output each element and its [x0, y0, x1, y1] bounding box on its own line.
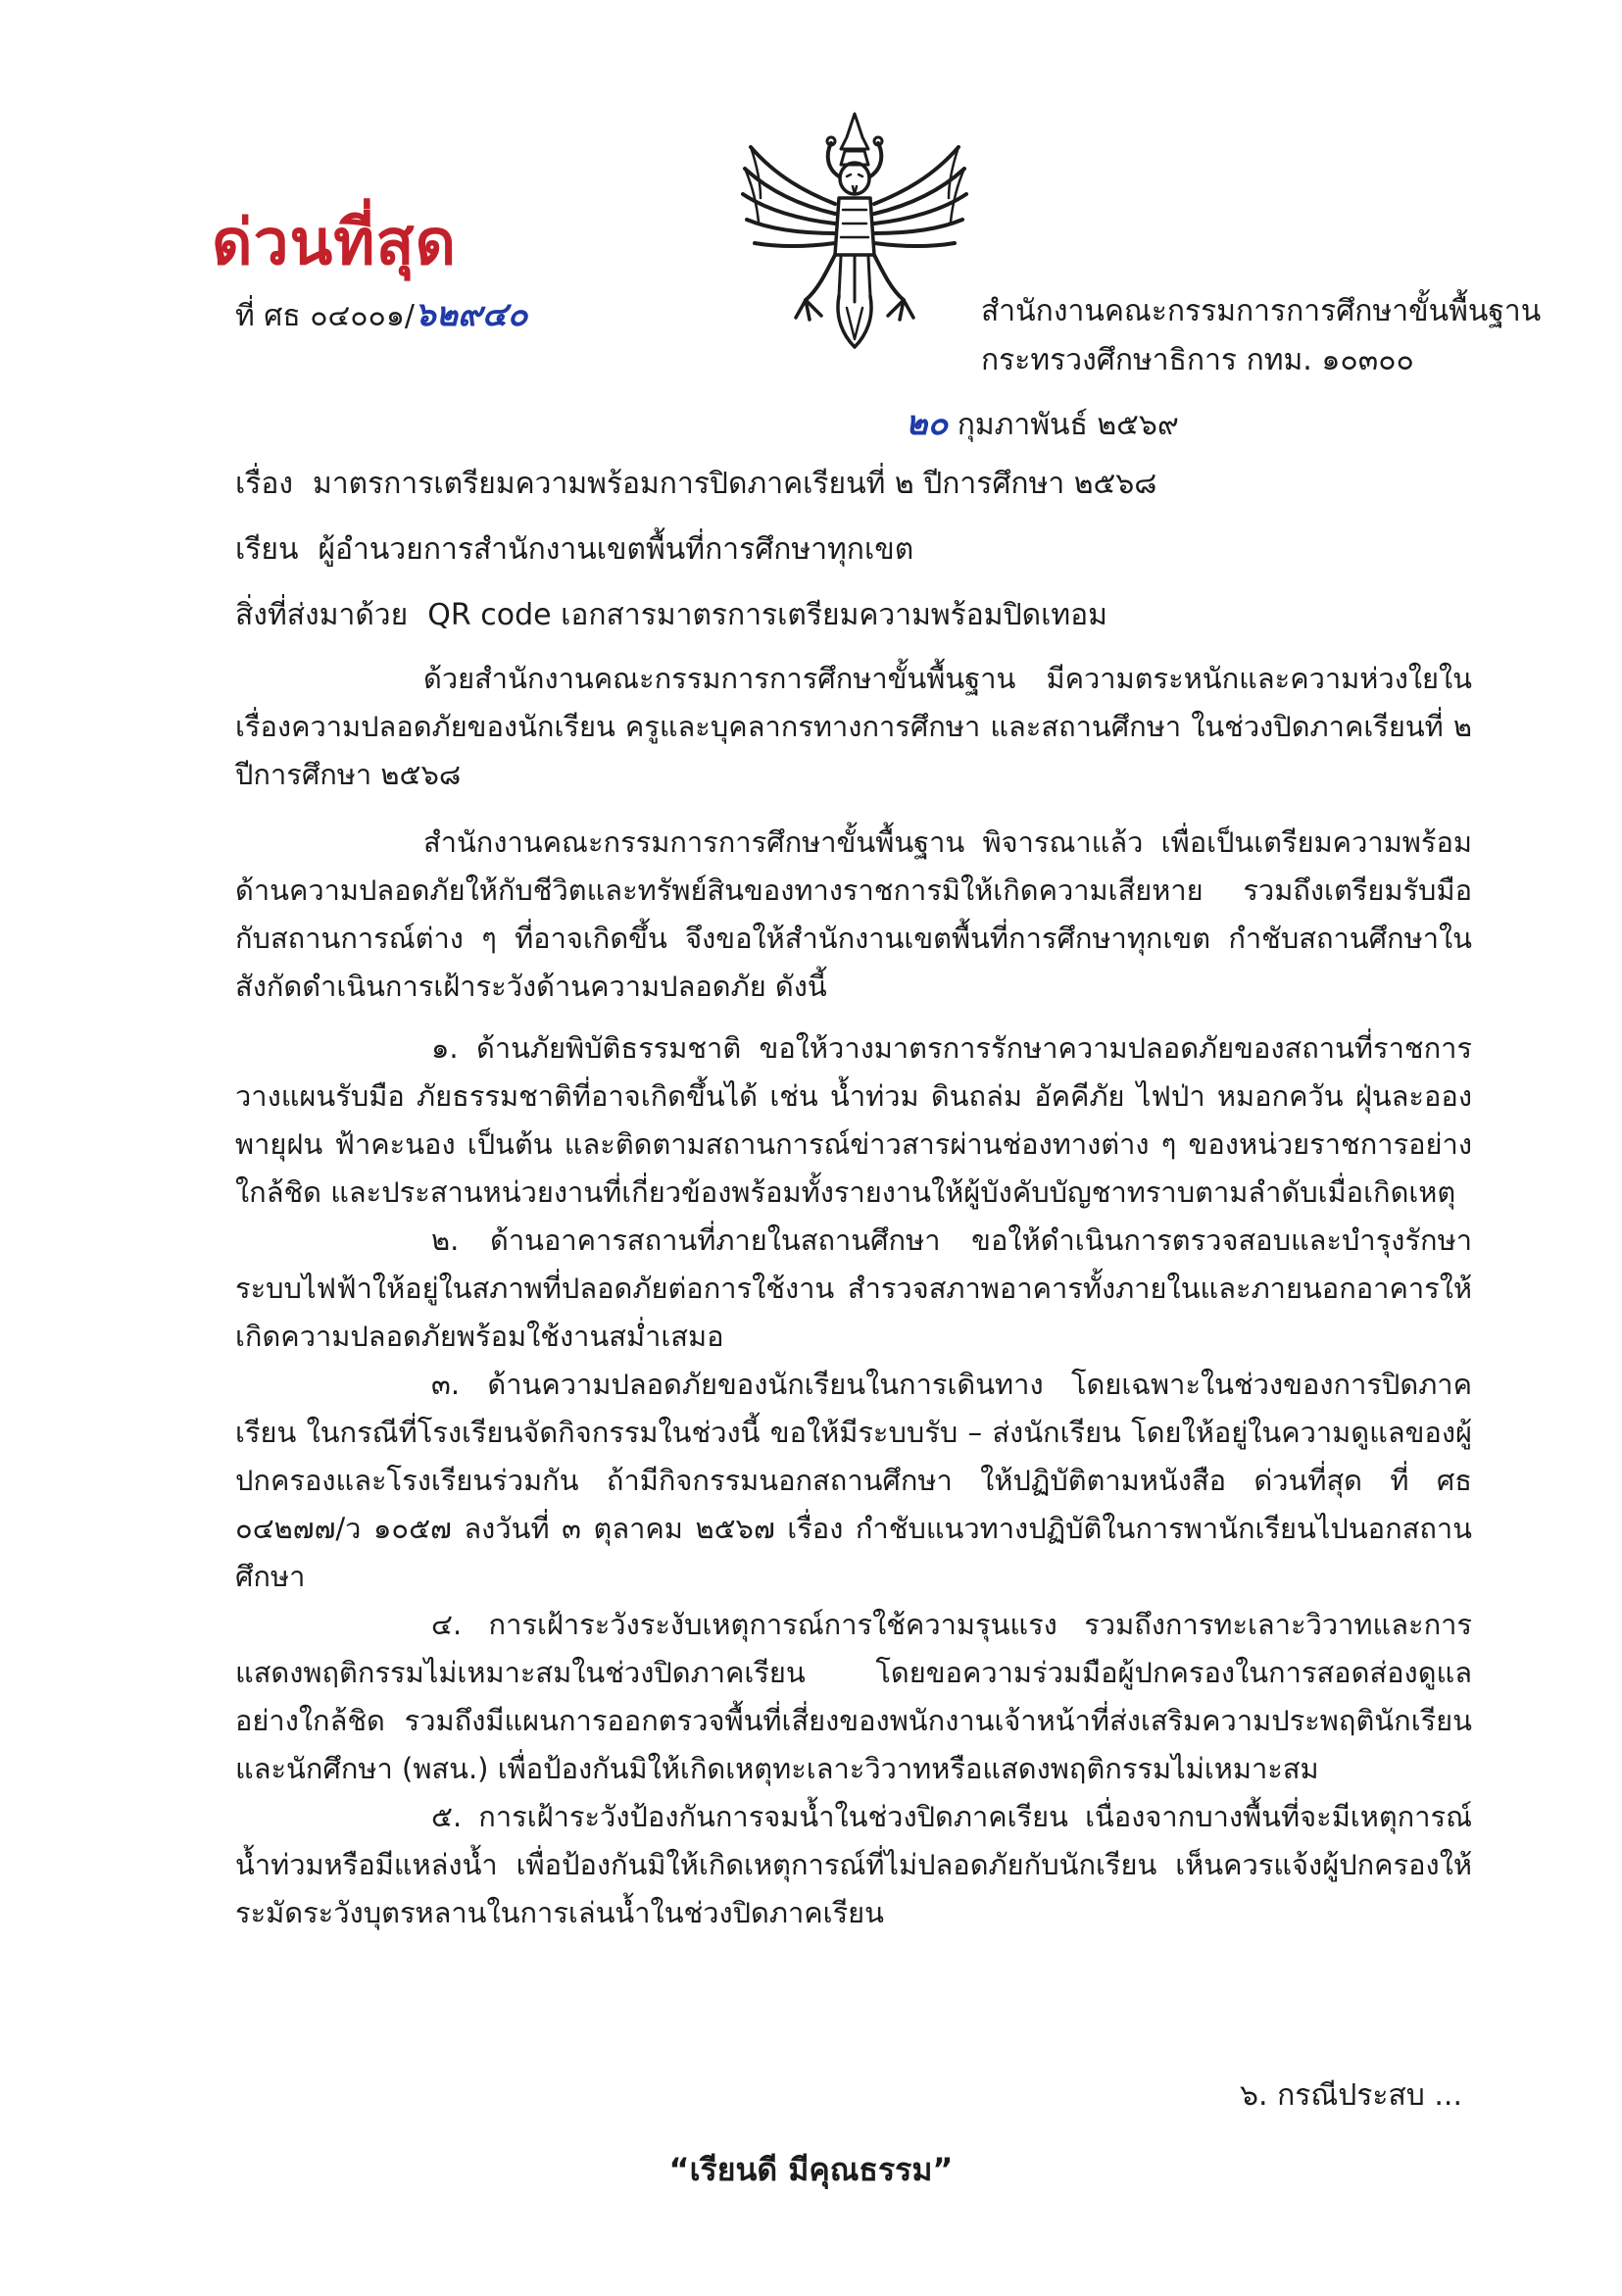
- office-line-2: กระทรวงศึกษาธิการ กทม. ๑๐๓๐๐: [981, 343, 1414, 377]
- enclosure-label: สิ่งที่ส่งมาด้วย: [235, 598, 409, 632]
- reference-number: [235, 287, 527, 340]
- measure-item-5: ๕. การเฝ้าระวังป้องกันการจมน้ำในช่วงปิดภาคเรียน เนื่องจากบางพื้นที่จะมีเหตุการณ์น้ำท่วมหรือมีแหล่งน้ำ เพื่อป้องกันมิให้เกิดเหตุการณ์ที่ไม่ปลอดภัยกับนักเรียน เห็นควรแจ้งผู้ปกครองให้ระมัดระวังบุตรหลานในการเล่นน้ำในช่วงปิดภาคเรียน: [235, 1800, 1472, 1929]
- measure-item-3: ๓. ด้านความปลอดภัยของนักเรียนในการเดินทาง โดยเฉพาะในช่วงของการปิดภาคเรียน ในกรณีที่โรงเรียนจัดกิจกรรมในช่วงนี้ ขอให้มีระบบรับ – ส่งนักเรียน โดยให้อยู่ในความดูแลของผู้ปกครองและโรงเรียนร่วมกัน ถ้ามีกิจกรรมนอกสถานศึกษา ให้ปฏิบัติตามหนังสือ ด่วนที่สุด ที่ ศธ ๐๔๒๗๗/ว ๑๐๕๗ ลงวันที่ ๓ ตุลาคม ๒๕๖๗ เรื่อง กำชับแนวทางปฏิบัติในการพานักเรียนไปนอกสถานศึกษา: [235, 1368, 1472, 1593]
- garuda-emblem-icon: [737, 108, 972, 353]
- urgency-stamp: ด่วนที่สุด: [212, 206, 458, 279]
- body-paragraph-request: สำนักงานคณะกรรมการการศึกษาขั้นพื้นฐาน พิจารณาแล้ว เพื่อเป็นเตรียมความพร้อมด้านความปลอดภัยให้กับชีวิตและทรัพย์สินของทางราชการมิให้เกิดความเสียหาย รวมถึงเตรียมรับมือกับสถานการณ์ต่าง ๆ ที่อาจเกิดขึ้น จึงขอให้สำนักงานเขตพื้นที่การศึกษาทุกเขต กำชับสถานศึกษาในสังกัดดำเนินการเฝ้าระวังด้านความปลอดภัย ดังนี้: [235, 825, 1472, 1003]
- enclosure-line: [235, 592, 1470, 638]
- body-paragraph-intro: ด้วยสำนักงานคณะกรรมการการศึกษาขั้นพื้นฐาน มีความตระหนักและความห่วงใยในเรื่องความปลอดภัยของนักเรียน ครูและบุคลากรทางการศึกษา และสถานศึกษา ในช่วงปิดภาคเรียนที่ ๒ ปีการศึกษา ๒๕๖๘: [235, 662, 1472, 791]
- letter-body: [235, 655, 1472, 1937]
- measure-item-4: ๔. การเฝ้าระวังระงับเหตุการณ์การใช้ความรุนแรง รวมถึงการทะเลาะวิวาทและการแสดงพฤติกรรมไม่เหมาะสมในช่วงปิดภาคเรียน โดยขอความร่วมมือผู้ปกครองในการสอดส่องดูแลอย่างใกล้ชิด รวมถึงมีแผนการออกตรวจพื้นที่เสี่ยงของพนักงานเจ้าหน้าที่ส่งเสริมความประพฤตินักเรียนและนักศึกษา (พสน.) เพื่อป้องกันมิให้เกิดเหตุทะเลาะวิวาทหรือแสดงพฤติกรรมไม่เหมาะสม: [235, 1608, 1472, 1785]
- enclosure-text: QR code เอกสารมาตรการเตรียมความพร้อมปิดเทอม: [427, 598, 1107, 632]
- issuing-office: [981, 287, 1541, 385]
- subject-line: [235, 461, 1470, 507]
- office-line-1: สำนักงานคณะกรรมการการศึกษาขั้นพื้นฐาน: [981, 294, 1542, 328]
- addressee-line: [235, 526, 1470, 573]
- addressee-text: ผู้อำนวยการสำนักงานเขตพื้นที่การศึกษาทุกเขต: [318, 532, 914, 567]
- date-month-year: กุมภาพันธ์ ๒๕๖๙: [957, 408, 1179, 442]
- addressee-label: เรียน: [235, 532, 299, 567]
- measure-item-2: ๒. ด้านอาคารสถานที่ภายในสถานศึกษา ขอให้ดำเนินการตรวจสอบและบำรุงรักษาระบบไฟฟ้าให้อยู่ในสภาพที่ปลอดภัยต่อการใช้งาน สำรวจสภาพอาคารทั้งภายในและภายนอกอาคารให้เกิดความปลอดภัยพร้อมใช้งานสม่ำเสมอ: [235, 1223, 1472, 1353]
- reference-prefix: ที่ ศธ ๐๔๐๐๑/: [235, 299, 415, 333]
- continuation-note: ๖. กรณีประสบ ...: [1240, 2078, 1462, 2113]
- subject-label: เรื่อง: [235, 467, 294, 501]
- measure-item-1: ๑. ด้านภัยพิบัติธรรมชาติ ขอให้วางมาตรการรักษาความปลอดภัยของสถานที่ราชการ วางแผนรับมือ ภัยธรรมชาติที่อาจเกิดขึ้นได้ เช่น น้ำท่วม ดินถล่ม อัคคีภัย ไฟป่า หมอกควัน ฝุ่นละออง พายุฝน ฟ้าคะนอง เป็นต้น และติดตามสถานการณ์ข่าวสารผ่านช่องทางต่าง ๆ ของหน่วยราชการอย่างใกล้ชิด และประสานหน่วยงานที่เกี่ยวข้องพร้อมทั้งรายงานให้ผู้บังคับบัญชาทราบตามลำดับเมื่อเกิดเหตุ: [235, 1031, 1472, 1209]
- reference-handwritten-number: ๖๒๙๔๐: [415, 295, 528, 334]
- subject-text: มาตรการเตรียมความพร้อมการปิดภาคเรียนที่ ๒ ปีการศึกษา ๒๕๖๘: [313, 467, 1157, 501]
- letter-date: [906, 396, 1179, 449]
- motto-footer: “เรียนดี มีคุณธรรม”: [668, 2151, 954, 2188]
- date-handwritten-day: ๒๐: [906, 404, 949, 443]
